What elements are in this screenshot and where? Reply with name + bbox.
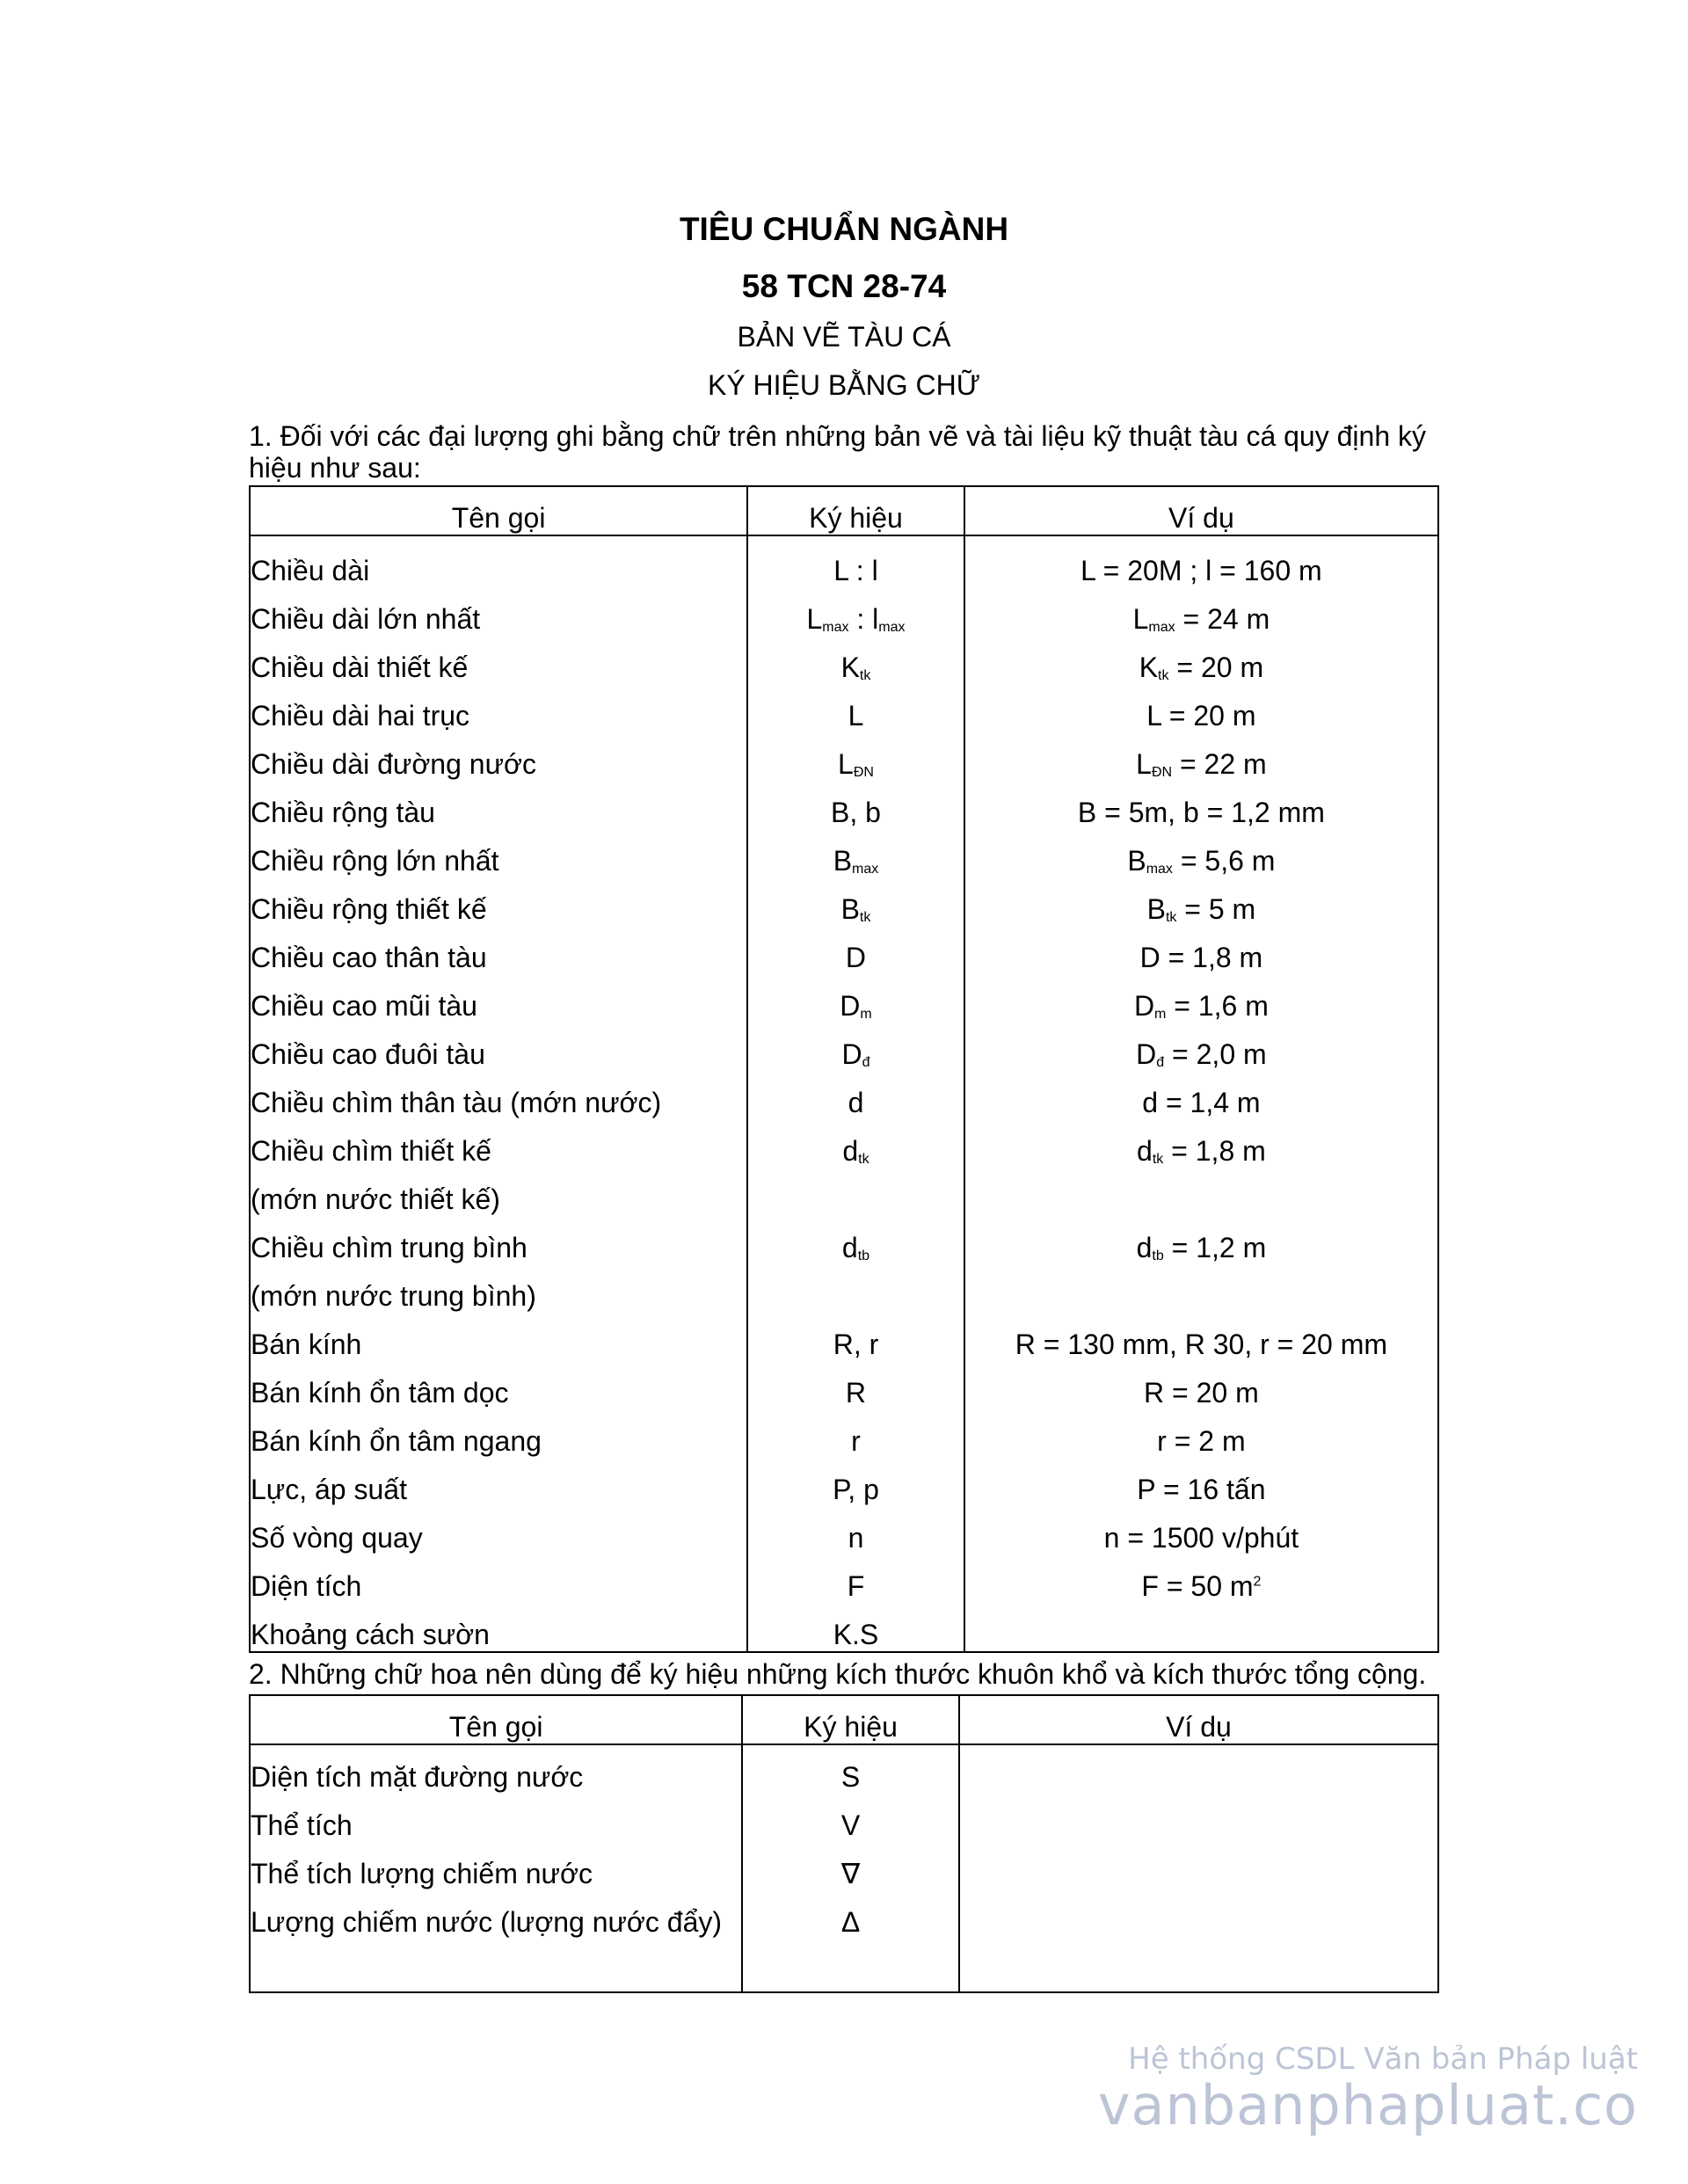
row-name: Thể tích (250, 1794, 742, 1842)
text-part: B = 5m, b = 1,2 mm (1077, 797, 1325, 828)
text-part: L (848, 700, 864, 732)
row-name: Chiều rộng thiết kế (250, 877, 747, 926)
row-symbol (747, 1554, 964, 1603)
text-part: B (840, 893, 860, 925)
table-row (250, 636, 1438, 684)
text-part: Δ (840, 1906, 861, 1938)
table-row (250, 587, 1438, 636)
text-part: 2 (1253, 1574, 1262, 1590)
text-part: = 1,2 m (1163, 1232, 1267, 1263)
table-row (250, 877, 1438, 926)
row-example (959, 1842, 1438, 1890)
header-symbol: Ký hiệu (747, 486, 964, 535)
row-name: Chiều rộng tàu (250, 781, 747, 829)
row-name: Khoảng cách sườn (250, 1603, 747, 1652)
row-name: Chiều cao đuôi tàu (250, 1023, 747, 1071)
text-part: d (848, 1087, 864, 1118)
row-symbol (747, 1119, 964, 1168)
text-part: B (833, 845, 853, 877)
row-name: Lực, áp suất (250, 1458, 747, 1506)
text-part: = 5,6 m (1172, 845, 1276, 877)
row-name: Bán kính ổn tâm dọc (250, 1361, 747, 1409)
table-row (250, 829, 1438, 877)
table-row (250, 1506, 1438, 1554)
row-symbol (747, 1361, 964, 1409)
row-name (250, 1939, 742, 1992)
text-part: tk (1165, 910, 1177, 925)
text-part: L (806, 603, 823, 635)
row-example (964, 1023, 1438, 1071)
row-example (964, 1554, 1438, 1603)
row-symbol (747, 1264, 964, 1313)
row-name: Bán kính (250, 1313, 747, 1361)
table-row (250, 781, 1438, 829)
row-name: Chiều dài lớn nhất (250, 587, 747, 636)
text-part: max (878, 620, 906, 635)
document-title: TIÊU CHUẨN NGÀNH (679, 211, 1009, 247)
row-example (964, 1216, 1438, 1264)
header-symbol: Ký hiệu (742, 1695, 959, 1744)
row-example (959, 1939, 1438, 1992)
text-part: L (1136, 748, 1152, 780)
watermark-line-1: Hệ thống CSDL Văn bản Pháp luật (1128, 2042, 1638, 2077)
text-part: = 1,6 m (1166, 990, 1269, 1022)
row-symbol (747, 636, 964, 684)
text-part: B (1146, 893, 1166, 925)
row-example (964, 1313, 1438, 1361)
table-row (250, 1603, 1438, 1652)
text-part: d = 1,4 m (1142, 1087, 1261, 1118)
row-name: Chiều dài thiết kế (250, 636, 747, 684)
row-name: Thể tích lượng chiếm nước (250, 1842, 742, 1890)
text-part: D (845, 942, 867, 973)
text-part: = 24 m (1175, 603, 1270, 635)
text-part: d (1137, 1135, 1153, 1167)
text-part: K (840, 652, 860, 683)
row-name: Lượng chiếm nước (lượng nước đẩy) (250, 1890, 742, 1939)
row-name: Chiều dài (250, 535, 747, 587)
text-part: = 20 m (1168, 652, 1264, 683)
document-subtitle: KÝ HIỆU BẰNG CHỮ (707, 369, 981, 401)
text-part: P, p (833, 1474, 879, 1505)
text-part: tb (857, 1249, 870, 1263)
text-part: tk (859, 910, 871, 925)
text-part: max (852, 862, 879, 877)
text-part: ĐN (1151, 765, 1173, 780)
row-example (959, 1890, 1438, 1939)
text-part: = 2,0 m (1164, 1038, 1267, 1070)
text-part: tk (859, 668, 871, 683)
row-name: Diện tích mặt đường nước (250, 1744, 742, 1794)
row-symbol (747, 1603, 964, 1652)
row-symbol (747, 1409, 964, 1458)
row-name: Chiều cao thân tàu (250, 926, 747, 974)
table-row (250, 974, 1438, 1023)
row-example (964, 1119, 1438, 1168)
text-part: max (822, 620, 849, 635)
text-part: d (842, 1135, 859, 1167)
table-row (250, 732, 1438, 781)
row-example (964, 829, 1438, 877)
text-part: l (872, 603, 879, 635)
row-example (964, 1409, 1438, 1458)
text-part: F (847, 1570, 865, 1602)
text-part: R, r (833, 1329, 879, 1360)
row-name: Chiều cao mũi tàu (250, 974, 747, 1023)
symbol-table-1 (249, 485, 1439, 1653)
row-example (964, 1603, 1438, 1652)
text-part: m (860, 1007, 872, 1022)
text-part: : (848, 603, 873, 635)
text-part: r (851, 1425, 861, 1457)
table-row (250, 1409, 1438, 1458)
table-row (250, 535, 1438, 587)
text-part: max (1146, 862, 1173, 877)
row-name: Diện tích (250, 1554, 747, 1603)
text-part: P = 16 tấn (1137, 1474, 1266, 1505)
text-part: L (1132, 603, 1149, 635)
table-row (250, 926, 1438, 974)
text-part: L : l (833, 555, 878, 586)
text-part: D (840, 990, 861, 1022)
text-part: = 1,8 m (1163, 1135, 1266, 1167)
row-symbol (747, 1313, 964, 1361)
table-row (250, 1119, 1438, 1168)
text-part: K.S (833, 1619, 879, 1650)
text-part: D (1136, 1038, 1157, 1070)
section1-intro: 1. Đối với các đại lượng ghi bằng chữ trên những bản vẽ và tài liệu kỹ thuật tàu cá quy định ký hiệu như sau: (249, 420, 1426, 484)
symbol-table-2 (249, 1694, 1439, 1993)
row-symbol (747, 1071, 964, 1119)
text-part: L = 20 m (1146, 700, 1256, 732)
table-row (250, 1216, 1438, 1264)
row-symbol (747, 974, 964, 1023)
row-symbol (747, 684, 964, 732)
text-part: tb (1152, 1249, 1164, 1263)
row-example (964, 1361, 1438, 1409)
text-part: max (1148, 620, 1175, 635)
table-row (250, 1554, 1438, 1603)
table-row (250, 684, 1438, 732)
text-part: r = 2 m (1157, 1425, 1246, 1457)
row-example (964, 732, 1438, 781)
row-example (964, 781, 1438, 829)
row-name: (mớn nước thiết kế) (250, 1168, 747, 1216)
table-header-row (250, 486, 1438, 535)
text-part: d (1136, 1232, 1153, 1263)
row-example (959, 1794, 1438, 1842)
text-part: D = 1,8 m (1139, 942, 1263, 973)
row-example (964, 926, 1438, 974)
text-part: m (1154, 1007, 1167, 1022)
text-part: B, b (831, 797, 881, 828)
row-symbol (742, 1744, 959, 1794)
row-name: Bán kính ổn tâm ngang (250, 1409, 747, 1458)
text-part: tk (858, 1152, 869, 1167)
table-row (250, 1071, 1438, 1119)
header-name: Tên gọi (250, 486, 747, 535)
text-part: S (840, 1761, 861, 1793)
text-part: tk (1158, 668, 1169, 683)
text-part: V (840, 1809, 861, 1841)
row-symbol (747, 781, 964, 829)
row-symbol (747, 829, 964, 877)
table-row (250, 1744, 1438, 1794)
row-example (964, 535, 1438, 587)
text-part: n = 1500 v/phút (1103, 1522, 1299, 1554)
table-row (250, 1361, 1438, 1409)
text-part: R = 20 m (1144, 1377, 1259, 1409)
row-symbol (747, 1458, 964, 1506)
row-example (964, 974, 1438, 1023)
header-example: Ví dụ (959, 1695, 1438, 1744)
text-part: B (1127, 845, 1146, 877)
text-part: đ (862, 1055, 870, 1070)
row-symbol (747, 1023, 964, 1071)
row-symbol (742, 1890, 959, 1939)
row-name: Chiều chìm thân tàu (mớn nước) (250, 1071, 747, 1119)
text-part: D (1133, 990, 1155, 1022)
text-part: F = 50 m (1141, 1570, 1254, 1602)
row-name: Số vòng quay (250, 1506, 747, 1554)
table-row (250, 1794, 1438, 1842)
row-symbol (747, 587, 964, 636)
row-symbol (747, 1216, 964, 1264)
table-row (250, 1842, 1438, 1890)
text-part: = 22 m (1172, 748, 1267, 780)
text-part: D (841, 1038, 862, 1070)
text-part: đ (1156, 1055, 1165, 1070)
row-symbol (747, 535, 964, 587)
row-symbol (742, 1939, 959, 1992)
row-example (964, 587, 1438, 636)
table-row (250, 1168, 1438, 1216)
text-part: n (848, 1522, 864, 1554)
table-header-row (250, 1695, 1438, 1744)
row-symbol (742, 1794, 959, 1842)
row-symbol (747, 732, 964, 781)
row-symbol (747, 1506, 964, 1554)
row-name: Chiều chìm trung bình (250, 1216, 747, 1264)
table-row-empty (250, 1939, 1438, 1992)
table-row (250, 1023, 1438, 1071)
row-symbol (747, 877, 964, 926)
text-part: ∇ (840, 1858, 861, 1889)
row-example (964, 684, 1438, 732)
row-example (959, 1744, 1438, 1794)
document-subject: BẢN VẼ TÀU CÁ (737, 321, 951, 353)
watermark-line-2: vanbanphapluat.co (1097, 2073, 1638, 2137)
row-symbol (747, 1168, 964, 1216)
header-name: Tên gọi (250, 1695, 742, 1744)
text-part: = 5 m (1176, 893, 1256, 925)
row-example (964, 1168, 1438, 1216)
text-part: R = 130 mm, R 30, r = 20 mm (1015, 1329, 1388, 1360)
table-row (250, 1264, 1438, 1313)
row-symbol (742, 1842, 959, 1890)
row-name: (mớn nước trung bình) (250, 1264, 747, 1313)
row-name: Chiều chìm thiết kế (250, 1119, 747, 1168)
header-example: Ví dụ (964, 486, 1438, 535)
row-example (964, 1506, 1438, 1554)
table-row (250, 1890, 1438, 1939)
row-example (964, 636, 1438, 684)
text-part: R (845, 1377, 867, 1409)
row-example (964, 877, 1438, 926)
row-example (964, 1458, 1438, 1506)
row-symbol (747, 926, 964, 974)
text-part: K (1139, 652, 1159, 683)
text-part: tk (1152, 1152, 1164, 1167)
row-example (964, 1071, 1438, 1119)
section2-intro: 2. Những chữ hoa nên dùng để ký hiệu những kích thước khuôn khổ và kích thước tổng cộng. (249, 1658, 1427, 1690)
text-part: L (838, 748, 854, 780)
table-row (250, 1458, 1438, 1506)
row-name: Chiều dài hai trục (250, 684, 747, 732)
row-name: Chiều rộng lớn nhất (250, 829, 747, 877)
text-part: ĐN (853, 765, 874, 780)
table-row (250, 1313, 1438, 1361)
text-part: L = 20M ; l = 160 m (1080, 555, 1322, 586)
row-example (964, 1264, 1438, 1313)
text-part: d (841, 1232, 858, 1263)
standard-code: 58 TCN 28-74 (741, 268, 947, 304)
row-name: Chiều dài đường nước (250, 732, 747, 781)
